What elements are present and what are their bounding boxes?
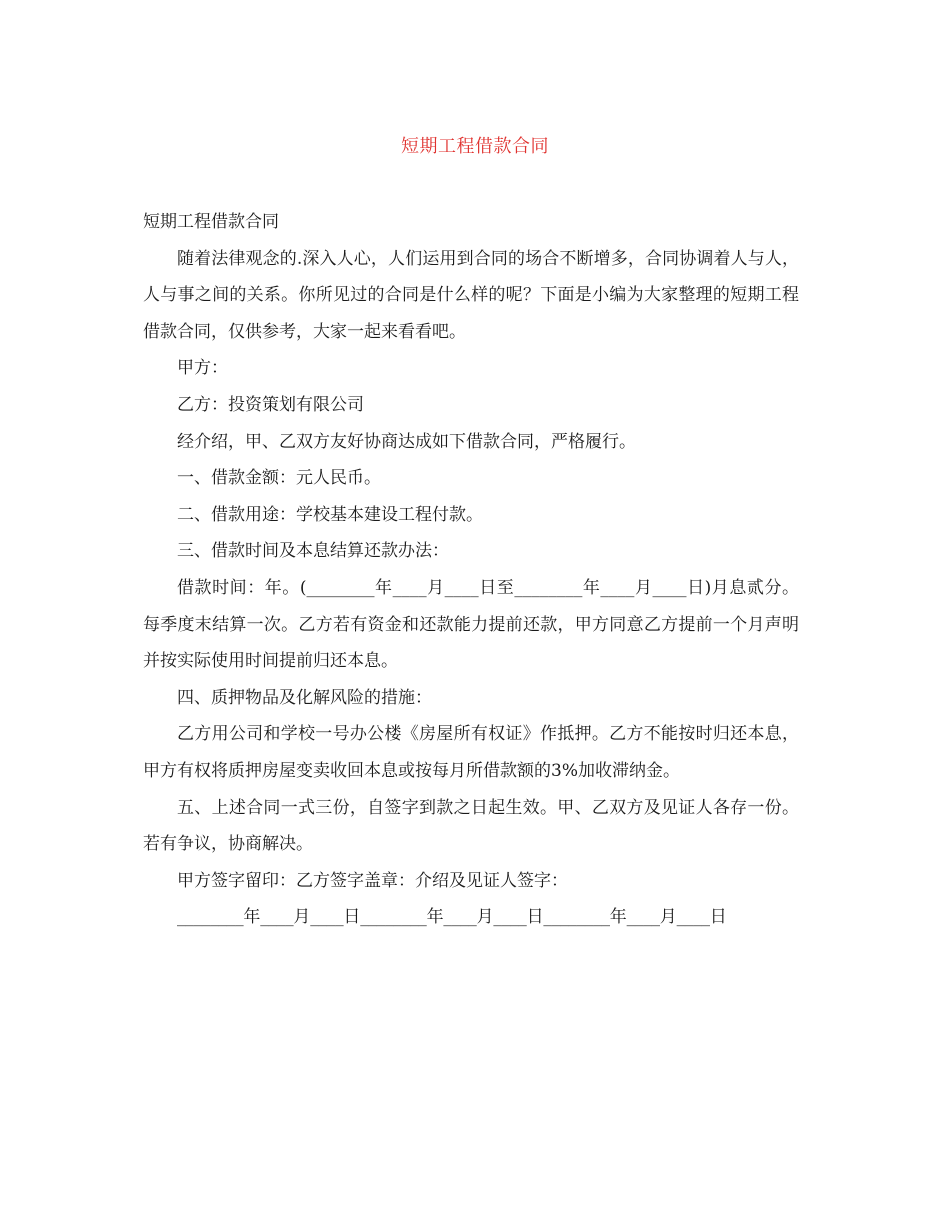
clause-collateral-heading: 四、质押物品及化解风险的措施：: [177, 687, 432, 708]
party-a-line: 甲方：: [177, 358, 228, 379]
clause-loan-amount: 一、借款金额：元人民币。: [177, 468, 381, 489]
document-body: [143, 204, 799, 936]
clause-loan-purpose: 二、借款用途：学校基本建设工程付款。: [177, 504, 483, 525]
clause-collateral-terms: 乙方用公司和学校一号办公楼《房屋所有权证》作抵押。乙方不能按时归还本息，甲方有权将质押房屋变卖收回本息或按每月所借款额的3%加收滞纳金。: [143, 724, 799, 781]
clause-repayment-terms: 借款时间：年。(________年____月____日至________年____月____日)月息贰分。每季度末结算一次。乙方若有资金和还款能力提前还款，甲方同意乙方提前一个月声明并按实际使用时间提前归还本息。: [143, 577, 799, 672]
document-heading: 短期工程借款合同: [143, 212, 279, 232]
party-b-line: 乙方：投资策划有限公司: [177, 394, 364, 415]
signature-date-line: ________年____月____日________年____月____日________年____月____日: [177, 907, 727, 928]
clause-repayment-heading: 三、借款时间及本息结算还款办法：: [177, 541, 449, 562]
intro-paragraph: 随着法律观念的.深入人心，人们运用到合同的场合不断增多，合同协调着人与人，人与事之间的关系。你所见过的合同是什么样的呢？下面是小编为大家整理的短期工程借款合同，仅供参考，大家一起来看看吧。: [143, 248, 799, 342]
clause-effectiveness: 五、上述合同一式三份，自签字到款之日起生效。甲、乙双方及见证人各存一份。若有争议，协商解决。: [143, 797, 799, 855]
agreement-intro: 经介绍，甲、乙双方友好协商达成如下借款合同，严格履行。: [177, 431, 636, 452]
signature-line: 甲方签字留印：乙方签字盖章：介绍及见证人签字：: [177, 870, 568, 891]
document-title: 短期工程借款合同: [401, 136, 549, 157]
